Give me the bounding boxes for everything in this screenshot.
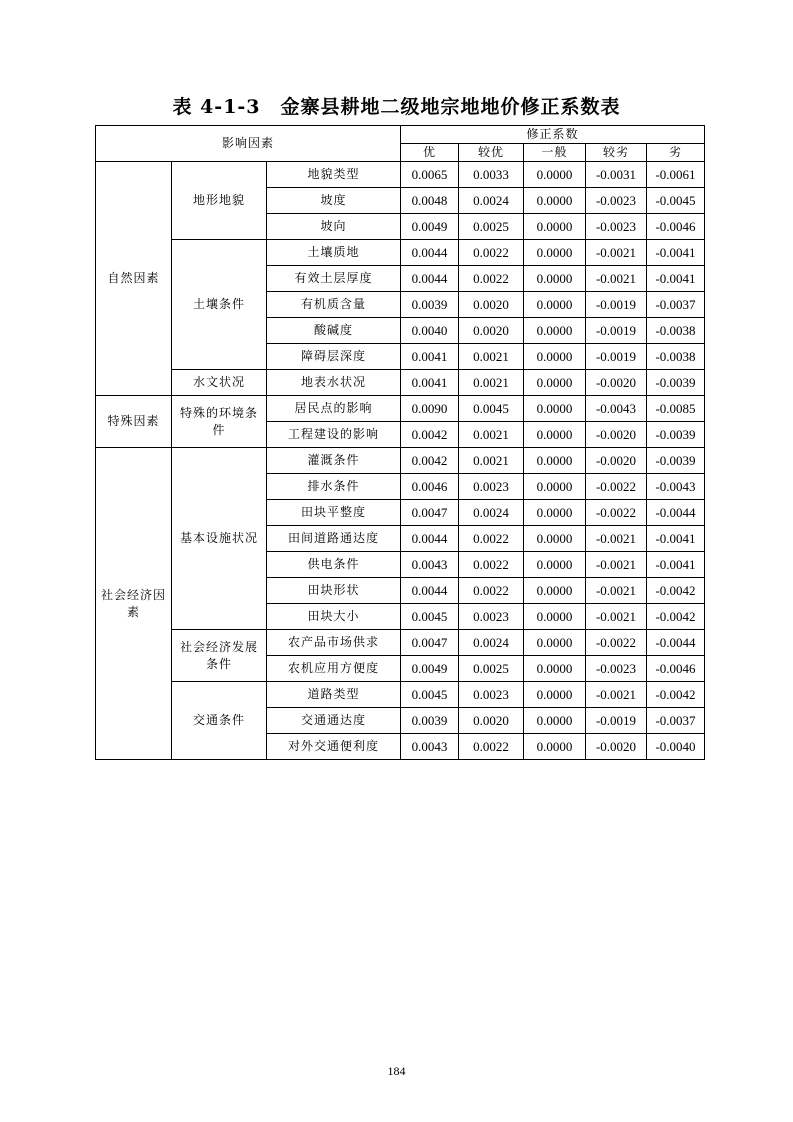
coefficient-value: 0.0044 xyxy=(401,240,459,266)
coefficient-value: 0.0000 xyxy=(524,734,586,760)
coefficient-value: 0.0045 xyxy=(401,604,459,630)
coefficient-value: 0.0020 xyxy=(459,292,524,318)
factor-name: 地貌类型 xyxy=(267,162,401,188)
coefficient-value: 0.0000 xyxy=(524,318,586,344)
coefficient-value: 0.0000 xyxy=(524,240,586,266)
coefficient-value: -0.0023 xyxy=(586,214,647,240)
coefficient-value: 0.0040 xyxy=(401,318,459,344)
factor-subgroup-label: 土壤条件 xyxy=(192,297,245,311)
coefficient-value: -0.0044 xyxy=(647,500,705,526)
coefficient-value: -0.0085 xyxy=(647,396,705,422)
factor-group-cell xyxy=(96,448,172,760)
factor-name: 酸碱度 xyxy=(267,318,401,344)
coefficient-value: 0.0041 xyxy=(401,370,459,396)
factor-name: 有机质含量 xyxy=(267,292,401,318)
header-grade: 一般 xyxy=(524,144,586,162)
coefficient-value: -0.0023 xyxy=(586,656,647,682)
coefficient-value: -0.0041 xyxy=(647,552,705,578)
coefficient-value: -0.0042 xyxy=(647,682,705,708)
coefficient-value: 0.0022 xyxy=(459,240,524,266)
coefficient-value: -0.0043 xyxy=(586,396,647,422)
coefficient-value: -0.0021 xyxy=(586,682,647,708)
factor-group-cell xyxy=(96,162,172,396)
factor-subgroup-label: 交通条件 xyxy=(192,713,245,727)
coefficient-value: 0.0000 xyxy=(524,630,586,656)
table-row xyxy=(96,682,705,708)
coefficient-value: -0.0020 xyxy=(586,448,647,474)
coefficient-value: -0.0061 xyxy=(647,162,705,188)
coefficient-value: 0.0023 xyxy=(459,682,524,708)
coefficient-value: 0.0021 xyxy=(459,370,524,396)
coefficient-value: 0.0022 xyxy=(459,266,524,292)
coefficient-value: 0.0024 xyxy=(459,500,524,526)
coefficient-value: 0.0090 xyxy=(401,396,459,422)
coefficient-value: -0.0019 xyxy=(586,708,647,734)
factor-name: 有效土层厚度 xyxy=(267,266,401,292)
coefficient-value: -0.0019 xyxy=(586,344,647,370)
factor-name: 工程建设的影响 xyxy=(267,422,401,448)
coefficient-value: -0.0023 xyxy=(586,188,647,214)
table-body xyxy=(96,162,705,760)
factor-name: 田间道路通达度 xyxy=(267,526,401,552)
factor-name: 灌溉条件 xyxy=(267,448,401,474)
coefficient-value: 0.0000 xyxy=(524,656,586,682)
coefficient-value: 0.0000 xyxy=(524,266,586,292)
coefficient-value: 0.0043 xyxy=(401,552,459,578)
header-grade: 较优 xyxy=(459,144,524,162)
coefficient-value: 0.0022 xyxy=(459,552,524,578)
table-row xyxy=(96,448,705,474)
coefficient-value: 0.0047 xyxy=(401,630,459,656)
table-row xyxy=(96,396,705,422)
coefficient-value: -0.0038 xyxy=(647,318,705,344)
coefficient-value: 0.0022 xyxy=(459,734,524,760)
coefficient-value: -0.0021 xyxy=(586,240,647,266)
header-coefficient-group: 修正系数 xyxy=(401,126,705,144)
factor-name: 田块平整度 xyxy=(267,500,401,526)
factor-subgroup-label: 基本设施状况 xyxy=(179,531,258,545)
coefficient-value: 0.0021 xyxy=(459,344,524,370)
coefficient-value: 0.0025 xyxy=(459,214,524,240)
coefficient-value: -0.0021 xyxy=(586,266,647,292)
coefficient-value: -0.0020 xyxy=(586,422,647,448)
coefficient-value: -0.0039 xyxy=(647,448,705,474)
header-grade: 优 xyxy=(401,144,459,162)
coefficient-value: 0.0043 xyxy=(401,734,459,760)
coefficient-value: 0.0000 xyxy=(524,500,586,526)
coefficient-value: 0.0049 xyxy=(401,656,459,682)
coefficient-value: 0.0000 xyxy=(524,474,586,500)
coefficient-value: 0.0000 xyxy=(524,552,586,578)
coefficient-value: 0.0065 xyxy=(401,162,459,188)
header-grade: 劣 xyxy=(647,144,705,162)
factor-subgroup-label: 水文状况 xyxy=(192,375,245,389)
factor-name: 居民点的影响 xyxy=(267,396,401,422)
coefficient-value: -0.0022 xyxy=(586,630,647,656)
coefficient-value: 0.0000 xyxy=(524,370,586,396)
coefficient-value: -0.0045 xyxy=(647,188,705,214)
factor-name: 供电条件 xyxy=(267,552,401,578)
coefficient-value: 0.0000 xyxy=(524,526,586,552)
coefficient-value: 0.0022 xyxy=(459,526,524,552)
coefficient-value: 0.0045 xyxy=(459,396,524,422)
coefficient-value: 0.0039 xyxy=(401,292,459,318)
factor-subgroup-label: 社会经济发展条件 xyxy=(179,639,258,671)
coefficient-value: 0.0024 xyxy=(459,188,524,214)
coefficient-value: 0.0000 xyxy=(524,604,586,630)
coefficient-value: 0.0039 xyxy=(401,708,459,734)
coefficient-value: -0.0021 xyxy=(586,578,647,604)
coefficient-value: -0.0039 xyxy=(647,370,705,396)
factor-name: 坡向 xyxy=(267,214,401,240)
coefficient-value: -0.0021 xyxy=(586,552,647,578)
table-title: 表 4-1-3 金寨县耕地二级地宗地地价修正系数表 xyxy=(172,96,621,118)
factor-name: 对外交通便利度 xyxy=(267,734,401,760)
coefficient-value: 0.0000 xyxy=(524,214,586,240)
coefficient-value: -0.0020 xyxy=(586,370,647,396)
coefficient-value: 0.0020 xyxy=(459,318,524,344)
coefficient-value: 0.0000 xyxy=(524,682,586,708)
coefficient-value: 0.0048 xyxy=(401,188,459,214)
coefficient-value: -0.0039 xyxy=(647,422,705,448)
table-row xyxy=(96,240,705,266)
coefficient-value: 0.0000 xyxy=(524,422,586,448)
coefficient-value: 0.0023 xyxy=(459,604,524,630)
coefficient-value: 0.0046 xyxy=(401,474,459,500)
coefficient-value: -0.0037 xyxy=(647,708,705,734)
factor-subgroup-label: 地形地貌 xyxy=(192,193,245,207)
coefficient-value: 0.0000 xyxy=(524,578,586,604)
factor-name: 交通通达度 xyxy=(267,708,401,734)
coefficient-value: -0.0042 xyxy=(647,604,705,630)
coefficient-value: -0.0042 xyxy=(647,578,705,604)
factor-group-label: 特殊因素 xyxy=(107,414,160,428)
factor-name: 坡度 xyxy=(267,188,401,214)
coefficient-value: -0.0037 xyxy=(647,292,705,318)
coefficient-value: -0.0043 xyxy=(647,474,705,500)
coefficient-value: -0.0019 xyxy=(586,318,647,344)
page-number: 184 xyxy=(387,1064,406,1078)
coefficient-value: 0.0021 xyxy=(459,448,524,474)
factor-subgroup-cell xyxy=(172,370,267,396)
coefficient-value: 0.0045 xyxy=(401,682,459,708)
table-row xyxy=(96,370,705,396)
factor-subgroup-cell xyxy=(172,240,267,370)
coefficient-value: 0.0049 xyxy=(401,214,459,240)
coefficient-value: 0.0021 xyxy=(459,422,524,448)
factor-name: 障碍层深度 xyxy=(267,344,401,370)
coefficient-value: 0.0025 xyxy=(459,656,524,682)
coefficient-value: -0.0041 xyxy=(647,526,705,552)
factor-name: 农产品市场供求 xyxy=(267,630,401,656)
coefficient-value: 0.0000 xyxy=(524,448,586,474)
factor-subgroup-cell xyxy=(172,682,267,760)
coefficient-value: -0.0020 xyxy=(586,734,647,760)
coefficient-table xyxy=(95,125,705,760)
coefficient-value: 0.0000 xyxy=(524,162,586,188)
factor-name: 排水条件 xyxy=(267,474,401,500)
coefficient-value: 0.0000 xyxy=(524,188,586,214)
coefficient-value: -0.0040 xyxy=(647,734,705,760)
coefficient-value: -0.0044 xyxy=(647,630,705,656)
factor-subgroup-cell xyxy=(172,448,267,630)
coefficient-value: -0.0022 xyxy=(586,474,647,500)
coefficient-value: -0.0031 xyxy=(586,162,647,188)
coefficient-value: 0.0022 xyxy=(459,578,524,604)
coefficient-value: 0.0047 xyxy=(401,500,459,526)
coefficient-value: 0.0024 xyxy=(459,630,524,656)
factor-group-label: 社会经济因素 xyxy=(100,587,166,619)
coefficient-value: -0.0041 xyxy=(647,240,705,266)
factor-subgroup-cell xyxy=(172,396,267,448)
factor-name: 农机应用方便度 xyxy=(267,656,401,682)
factor-subgroup-cell xyxy=(172,162,267,240)
coefficient-value: 0.0000 xyxy=(524,708,586,734)
header-factor: 影响因素 xyxy=(96,126,401,162)
coefficient-value: 0.0044 xyxy=(401,578,459,604)
coefficient-value: 0.0044 xyxy=(401,526,459,552)
coefficient-value: 0.0041 xyxy=(401,344,459,370)
factor-name: 地表水状况 xyxy=(267,370,401,396)
table-row xyxy=(96,162,705,188)
coefficient-value: 0.0044 xyxy=(401,266,459,292)
coefficient-value: -0.0041 xyxy=(647,266,705,292)
coefficient-value: 0.0033 xyxy=(459,162,524,188)
factor-subgroup-label: 特殊的环境条件 xyxy=(179,405,258,437)
header-grade: 较劣 xyxy=(586,144,647,162)
coefficient-value: -0.0019 xyxy=(586,292,647,318)
factor-name: 田块大小 xyxy=(267,604,401,630)
coefficient-value: 0.0000 xyxy=(524,344,586,370)
coefficient-value: -0.0046 xyxy=(647,656,705,682)
factor-subgroup-cell xyxy=(172,630,267,682)
coefficient-value: 0.0000 xyxy=(524,396,586,422)
coefficient-value: -0.0038 xyxy=(647,344,705,370)
coefficient-value: -0.0021 xyxy=(586,526,647,552)
factor-name: 土壤质地 xyxy=(267,240,401,266)
factor-group-cell xyxy=(96,396,172,448)
factor-name: 田块形状 xyxy=(267,578,401,604)
factor-name: 道路类型 xyxy=(267,682,401,708)
coefficient-value: -0.0021 xyxy=(586,604,647,630)
coefficient-value: -0.0022 xyxy=(586,500,647,526)
coefficient-value: 0.0000 xyxy=(524,292,586,318)
coefficient-value: -0.0046 xyxy=(647,214,705,240)
coefficient-value: 0.0042 xyxy=(401,448,459,474)
coefficient-value: 0.0042 xyxy=(401,422,459,448)
table-row xyxy=(96,630,705,656)
factor-group-label: 自然因素 xyxy=(107,271,160,285)
coefficient-value: 0.0023 xyxy=(459,474,524,500)
coefficient-value: 0.0020 xyxy=(459,708,524,734)
